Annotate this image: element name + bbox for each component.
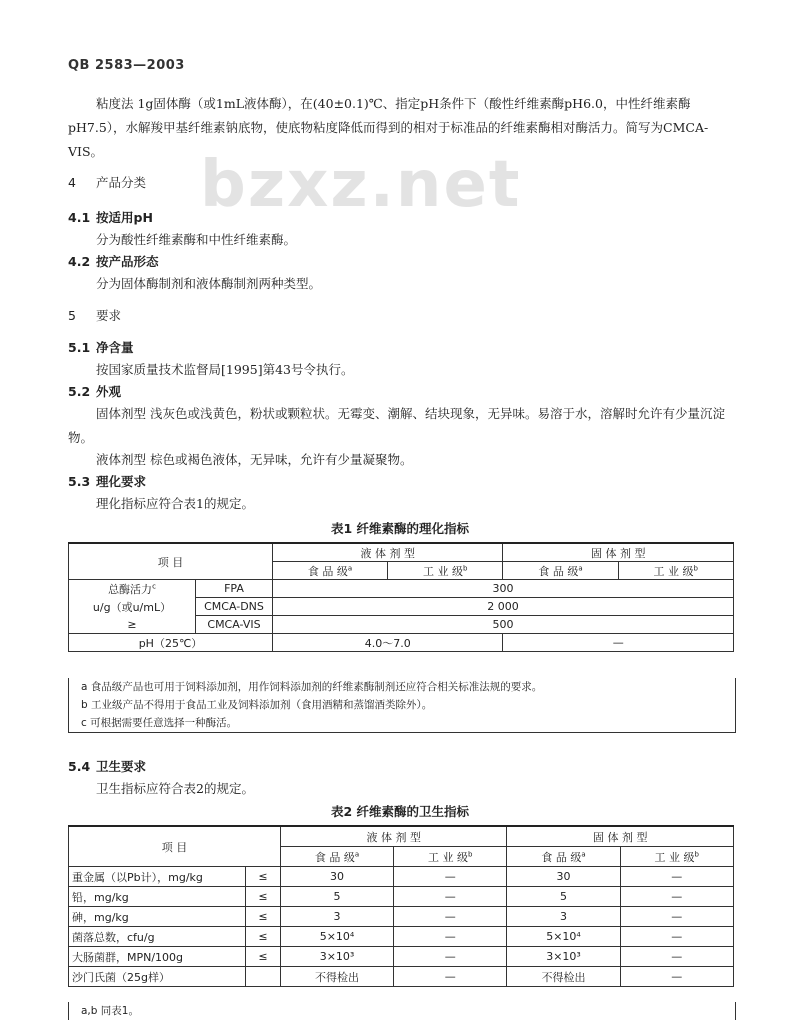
note-c: c 可根据需要任意选择一种酶活。	[81, 717, 238, 729]
standard-code: QB 2583—2003	[68, 58, 185, 73]
table-row	[69, 867, 734, 887]
ph-value: 4.0～7.0	[273, 634, 503, 652]
intro-paragraph: 粘度法 1g固体酶（或1mL液体酶），在(40±0.1)℃、指定pH条件下（酸性纤维素酶pH6.0，中性纤维素酶pH7.5），水解羧甲基纤维素钠底物，使底物粘度降低而得到的相对于标准品的纤维素酶相对酶活力。简写为CMCA-VIS。	[68, 96, 709, 159]
table-1-notes	[68, 678, 736, 733]
section-title: 净含量	[96, 340, 134, 355]
value-cell: 5×10⁴	[507, 927, 620, 947]
table-row	[69, 887, 734, 907]
table-2	[68, 825, 734, 987]
item-header: 项 目	[69, 826, 281, 867]
section-title: 卫生要求	[96, 759, 147, 774]
unit-cell: u/g（或u/mL）	[69, 598, 196, 616]
section-5-1-body: 按国家质量技术监督局[1995]第43号令执行。	[96, 362, 354, 377]
value-cell: —	[620, 927, 733, 947]
value-cell: 不得检出	[281, 967, 394, 987]
grade-header: 工 业 级$^b$	[388, 562, 503, 580]
note-ab: a,b 同表1。	[81, 1005, 139, 1017]
grade-header: 食 品 级$^a$	[507, 847, 620, 867]
table-1-caption: 表1 纤维素酶的理化指标	[330, 521, 470, 536]
table-2-caption: 表2 纤维素酶的卫生指标	[330, 804, 470, 819]
section-5-3-body: 理化指标应符合表1的规定。	[96, 496, 254, 511]
table-1	[68, 542, 734, 652]
value-cell: —	[620, 967, 733, 987]
value-cell: —	[394, 887, 507, 907]
item-header: 项 目	[69, 543, 273, 580]
solid-header: 固 体 剂 型	[507, 826, 734, 847]
section-5-heading	[68, 306, 121, 324]
section-4-1-heading	[68, 208, 153, 226]
watermark: bzxz.net	[200, 148, 522, 222]
value-cell: 30	[507, 867, 620, 887]
item-cell: 砷，mg/kg	[69, 907, 246, 927]
item-cell: 沙门氏菌（25g样）	[69, 967, 246, 987]
section-number: 5.4	[68, 759, 91, 774]
section-5-2-liquid: 液体剂型 棕色或褐色液体，无异味，允许有少量凝聚物。	[96, 452, 413, 467]
ph-label: pH（25℃）	[69, 634, 273, 652]
value-cell: 3×10³	[281, 947, 394, 967]
section-title: 要求	[96, 308, 122, 323]
value-cell: 5	[281, 887, 394, 907]
value-cell: 3	[507, 907, 620, 927]
section-5-1-heading	[68, 338, 134, 356]
value-cell: —	[620, 887, 733, 907]
table-row	[69, 947, 734, 967]
section-title: 按产品形态	[96, 254, 159, 269]
value-cell: —	[620, 947, 733, 967]
liquid-header: 液 体 剂 型	[273, 543, 503, 562]
table-row	[69, 598, 734, 616]
section-5-3-heading	[68, 472, 146, 490]
grade-header: 食 品 级$^a$	[273, 562, 388, 580]
value-cell: —	[620, 867, 733, 887]
comparison-cell	[246, 967, 281, 987]
grade-header: 工 业 级$^b$	[620, 847, 733, 867]
value-cell: 3	[281, 907, 394, 927]
section-4-2-body: 分为固体酶制剂和液体酶制剂两种类型。	[96, 276, 322, 291]
table-row	[69, 967, 734, 987]
section-4-2-heading	[68, 252, 159, 270]
section-number: 4	[68, 175, 76, 190]
value-cell: 300	[273, 580, 734, 598]
grade-header: 食 品 级$^a$	[281, 847, 394, 867]
item-cell: 铅，mg/kg	[69, 887, 246, 907]
value-cell: 5×10⁴	[281, 927, 394, 947]
liquid-header: 液 体 剂 型	[281, 826, 507, 847]
section-5-4-heading	[68, 757, 146, 775]
comparison-cell: ≥	[69, 616, 196, 634]
item-cell: 大肠菌群，MPN/100g	[69, 947, 246, 967]
comparison-cell: ≤	[246, 867, 281, 887]
ph-solid-value: —	[503, 634, 734, 652]
item-cell: 菌落总数，cfu/g	[69, 927, 246, 947]
value-cell: 2 000	[273, 598, 734, 616]
table-row	[69, 907, 734, 927]
value-cell: —	[394, 967, 507, 987]
table-row	[69, 616, 734, 634]
solid-header: 固 体 剂 型	[503, 543, 734, 562]
value-cell: —	[394, 927, 507, 947]
section-title: 理化要求	[96, 474, 147, 489]
item-cell: 重金属（以Pb计），mg/kg	[69, 867, 246, 887]
value-cell: 5	[507, 887, 620, 907]
item-cell: 总酶活力$^c$	[69, 580, 196, 598]
section-number: 5	[68, 308, 76, 323]
grade-header: 工 业 级$^b$	[394, 847, 507, 867]
note-b: b 工业级产品不得用于食品工业及饲料添加剂（食用酒精和蒸馏酒类除外）。	[81, 699, 433, 711]
value-cell: —	[620, 907, 733, 927]
section-5-4-body: 卫生指标应符合表2的规定。	[96, 781, 254, 796]
section-title: 外观	[96, 384, 122, 399]
method-cell: CMCA-VIS	[196, 616, 273, 634]
comparison-cell: ≤	[246, 907, 281, 927]
table-2-note	[68, 1002, 736, 1020]
value-cell: 30	[281, 867, 394, 887]
table-row	[69, 927, 734, 947]
value-cell: —	[394, 867, 507, 887]
comparison-cell: ≤	[246, 947, 281, 967]
section-4-1-body: 分为酸性纤维素酶和中性纤维素酶。	[96, 232, 297, 247]
value-cell: 500	[273, 616, 734, 634]
table-row	[69, 634, 734, 652]
value-cell: —	[394, 947, 507, 967]
section-number: 5.1	[68, 340, 91, 355]
comparison-cell: ≤	[246, 927, 281, 947]
grade-header: 食 品 级$^a$	[503, 562, 618, 580]
section-number: 4.1	[68, 210, 91, 225]
section-title: 产品分类	[96, 175, 147, 190]
value-cell: 不得检出	[507, 967, 620, 987]
section-4-heading	[68, 173, 146, 191]
note-a: a 食品级产品也可用于饲料添加剂，用作饲料添加剂的纤维素酶制剂还应符合相关标准法规的要求。	[81, 681, 543, 693]
section-number: 5.3	[68, 474, 91, 489]
comparison-cell: ≤	[246, 887, 281, 907]
grade-header: 工 业 级$^b$	[618, 562, 733, 580]
method-cell: FPA	[196, 580, 273, 598]
value-cell: —	[394, 907, 507, 927]
table-row	[69, 580, 734, 598]
section-number: 5.2	[68, 384, 91, 399]
section-5-2-heading	[68, 382, 121, 400]
section-title: 按适用pH	[96, 210, 153, 225]
value-cell: 3×10³	[507, 947, 620, 967]
section-number: 4.2	[68, 254, 91, 269]
method-cell: CMCA-DNS	[196, 598, 273, 616]
section-5-2-solid: 固体剂型 浅灰色或浅黄色，粉状或颗粒状。无霉变、潮解、结块现象，无异味。易溶于水，溶解时允许有少量沉淀物。	[68, 406, 725, 445]
